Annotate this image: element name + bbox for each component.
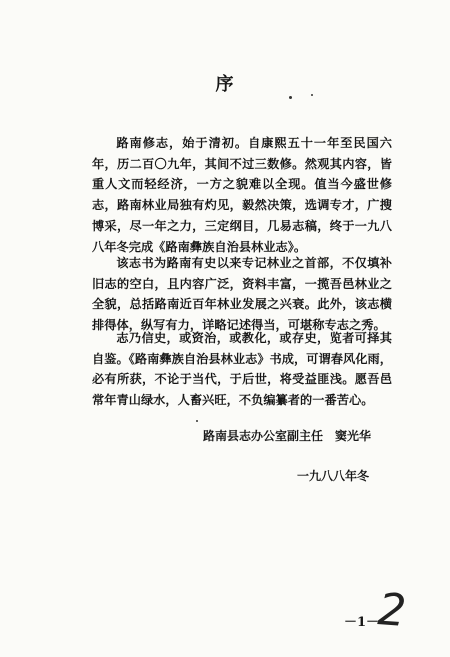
scan-speck: [311, 94, 313, 96]
page-number: －1－: [344, 615, 380, 630]
preface-paragraph-3: 志乃信史，或资治，或教化，或存史，览者可择其自鉴。《路南彝族自治县林业志》书成，可谓春风化雨，必有所获，不论于当代，于后世，将受益匪浅。愿吾邑常年青山绿水，人畜兴旺，不负编纂者的一番苦心。: [92, 331, 392, 408]
signature-date: 一九八八年冬: [297, 469, 370, 483]
scan-speck: [289, 96, 292, 99]
handwritten-page-mark: 2: [376, 584, 408, 637]
preface-paragraph-2: 该志书为路南有史以来专记林业之首部，不仅填补旧志的空白，且内容广泛，资料丰富，一揽吾邑林业之全貌，总括路南近百年林业发展之兴衰。此外，该志横排得体，纵写有力，详略记述得当，可堪称专志之秀。: [92, 256, 392, 333]
preface-paragraph-1: 路南修志，始于清初。自康熙五十一年至民国六年，历二百〇九年，其间不过三数修。然观其内容，皆重人文而轻经济，一方之貌难以全现。值当今盛世修志，路南林业局独有灼见，毅然决策，选调专才，广搜博采，尽一年之力，三定纲目，几易志稿，终于一九八八年冬完成《路南彝族自治县林业志》。: [92, 136, 392, 254]
author-signature: 路南县志办公室副主任 窦光华: [203, 429, 372, 443]
scan-speck: [196, 420, 198, 422]
page-title: 序: [215, 74, 235, 95]
